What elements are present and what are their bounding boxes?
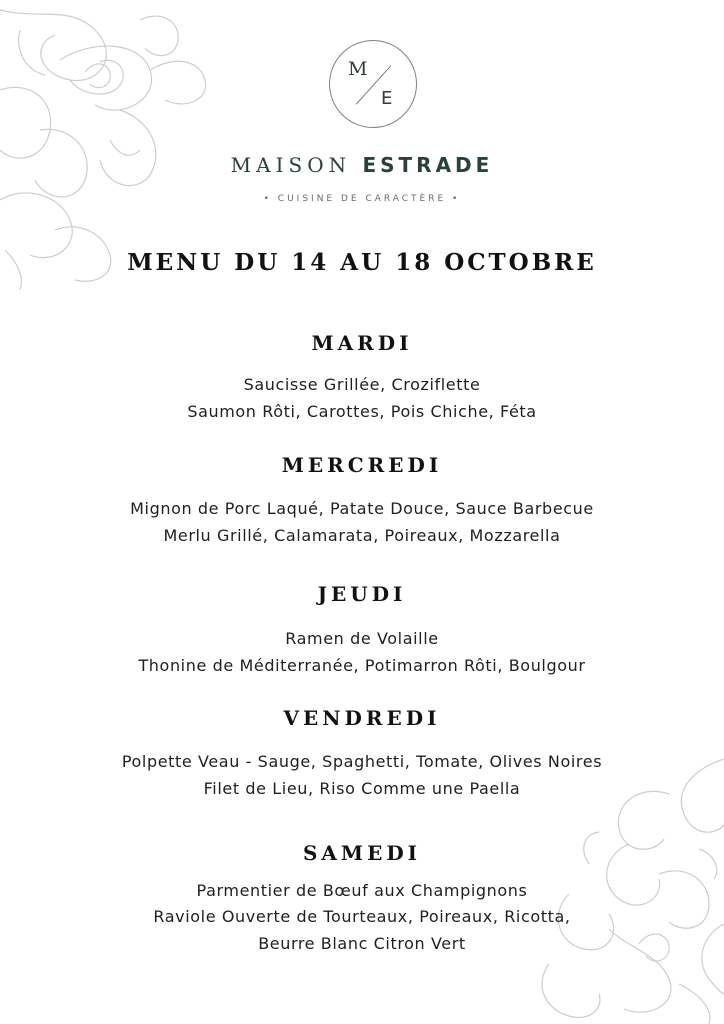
brand-tagline: • CUISINE DE CARACTÈRE • (263, 194, 461, 204)
day-heading-samedi: SAMEDI (302, 841, 422, 865)
day-heading-jeudi: JEUDI (317, 582, 407, 606)
menu-title: MENU DU 14 AU 18 OCTOBRE (127, 249, 597, 276)
day-heading-mardi: MARDI (311, 331, 413, 355)
brand-name-maison: MAISON (230, 153, 352, 177)
dish-line: Mignon de Porc Laqué, Patate Douce, Sauce Barbecue (130, 499, 594, 518)
dish-line: Parmentier de Bœuf aux Champignons (196, 881, 528, 900)
logo-letter-e: E (381, 88, 393, 109)
brand-name (0, 153, 724, 177)
dish-line: Saucisse Grillée, Croziflette (243, 375, 481, 394)
brand-logo-monogram (329, 40, 417, 128)
floral-decoration-top-left (0, 0, 215, 290)
brand-name-estrade: ESTRADE (362, 153, 494, 177)
dish-line: Merlu Grillé, Calamarata, Poireaux, Mozzarella (163, 526, 561, 545)
day-heading-mercredi: MERCREDI (281, 453, 443, 477)
dish-line: Beurre Blanc Citron Vert (258, 934, 466, 953)
dish-line: Raviole Ouverte de Tourteaux, Poireaux, Ricotta, (153, 907, 571, 926)
dish-line: Ramen de Volaille (285, 629, 439, 648)
dish-line: Saumon Rôti, Carottes, Pois Chiche, Féta (187, 402, 537, 421)
day-heading-vendredi: VENDREDI (283, 706, 441, 730)
dish-line: Filet de Lieu, Riso Comme une Paella (203, 779, 521, 798)
logo-letter-m: M (348, 58, 368, 80)
dish-line: Thonine de Méditerranée, Potimarron Rôti, Boulgour (138, 656, 586, 675)
dish-line: Polpette Veau - Sauge, Spaghetti, Tomate, Olives Noires (121, 752, 603, 771)
